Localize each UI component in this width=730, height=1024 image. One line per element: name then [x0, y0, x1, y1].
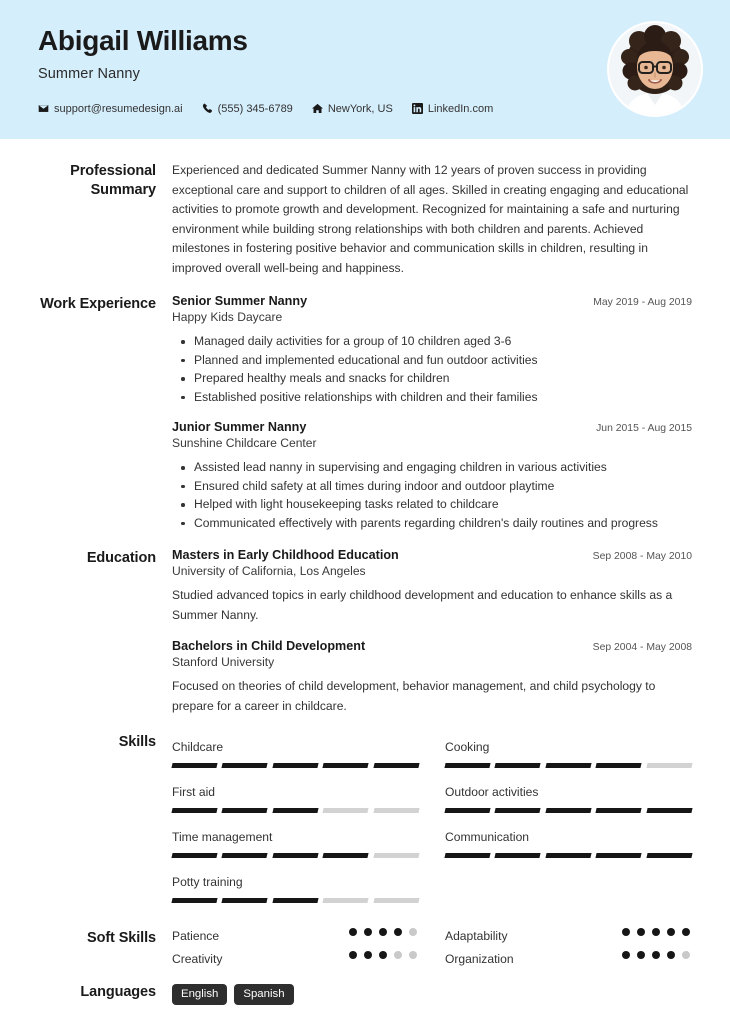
- soft-skill-item: [172, 951, 419, 966]
- degree-description: Focused on theories of child development, behavior management, and child psychology to prepare for a career in childcare.: [172, 679, 656, 713]
- rating-dot: [394, 928, 402, 936]
- skill-segment: [171, 808, 218, 813]
- skill-item: [172, 732, 419, 777]
- skill-item: [172, 777, 419, 822]
- job-title: Senior Summer Nanny: [172, 294, 308, 309]
- skill-item: [445, 822, 692, 867]
- soft-skill-name: Adaptability: [445, 928, 508, 943]
- skill-name: First aid: [172, 784, 216, 799]
- section-professional-summary: [38, 161, 692, 278]
- experience-entry: [172, 420, 692, 532]
- skill-segment: [272, 898, 319, 903]
- skill-segment: [444, 853, 491, 858]
- rating-dot: [667, 951, 675, 959]
- skill-segment: [545, 808, 592, 813]
- skill-segment: [323, 898, 370, 903]
- job-bullet: Helped with light housekeeping tasks related to childcare: [172, 495, 692, 514]
- job-title: Junior Summer Nanny: [172, 420, 307, 435]
- skill-item: [172, 822, 419, 867]
- skill-segment: [373, 808, 420, 813]
- soft-skill-item: [445, 928, 692, 943]
- rating-dot: [682, 928, 690, 936]
- candidate-name: Abigail Williams: [38, 25, 248, 56]
- rating-dot: [364, 951, 372, 959]
- section-languages: [38, 982, 692, 1005]
- skill-item: [172, 867, 419, 912]
- rating-dot: [667, 928, 675, 936]
- skill-segment: [646, 853, 693, 858]
- skill-level-bar: [445, 763, 692, 768]
- skill-segment: [444, 763, 491, 768]
- skill-segment: [373, 763, 420, 768]
- job-employer: Sunshine Childcare Center: [172, 436, 317, 451]
- skill-name: Outdoor activities: [445, 784, 539, 799]
- section-heading-languages: Languages: [80, 983, 156, 1000]
- contact-location[interactable]: [312, 103, 393, 115]
- entry-header: [172, 420, 692, 434]
- job-bullet: Prepared healthy meals and snacks for children: [172, 369, 692, 388]
- skill-segment: [171, 898, 218, 903]
- skill-segment: [373, 853, 420, 858]
- soft-skill-item: [445, 951, 692, 966]
- soft-skill-rating: [349, 928, 419, 936]
- language-pill: English: [172, 984, 227, 1005]
- section-heading-soft-skills: Soft Skills: [87, 929, 156, 946]
- degree-title: Bachelors in Child Development: [172, 639, 366, 654]
- rating-dot: [349, 928, 357, 936]
- language-list: [172, 982, 692, 1005]
- skill-segment: [545, 853, 592, 858]
- skill-level-bar: [172, 763, 419, 768]
- entry-header: [172, 639, 692, 653]
- skill-segment: [323, 853, 370, 858]
- job-bullet: Communicated effectively with parents regarding children's daily routines and progress: [172, 514, 692, 533]
- education-body: [172, 548, 692, 715]
- job-bullet: Assisted lead nanny in supervising and engaging children in various activities: [172, 458, 692, 477]
- skill-segment: [545, 763, 592, 768]
- soft-skill-name: Creativity: [172, 951, 223, 966]
- rating-dot: [652, 928, 660, 936]
- skill-segment: [222, 853, 269, 858]
- job-employer: Happy Kids Daycare: [172, 310, 283, 325]
- education-entry: [172, 639, 692, 716]
- summary-body: [172, 161, 692, 278]
- candidate-job-title: Summer Nanny: [38, 65, 140, 82]
- section-work-experience: [38, 294, 692, 532]
- school-name: University of California, Los Angeles: [172, 564, 366, 579]
- degree-date: Sep 2008 - May 2010: [592, 551, 692, 563]
- rating-dot: [652, 951, 660, 959]
- skill-level-bar: [445, 808, 692, 813]
- skill-segment: [373, 898, 420, 903]
- section-heading-experience: Work Experience: [40, 296, 156, 313]
- contact-phone[interactable]: [202, 103, 293, 115]
- skill-segment: [323, 808, 370, 813]
- skill-segment: [222, 808, 269, 813]
- envelope-icon: [38, 103, 49, 114]
- degree-description: Studied advanced topics in early childhood development and education to enhance skills as a Summer Nanny.: [172, 588, 673, 622]
- rating-dot: [349, 951, 357, 959]
- job-bullet: Managed daily activities for a group of 10 children aged 3-6: [172, 332, 692, 351]
- rating-dot: [682, 951, 690, 959]
- skill-item: [445, 777, 692, 822]
- degree-title: Masters in Early Childhood Education: [172, 548, 399, 563]
- skill-segment: [495, 808, 542, 813]
- skill-segment: [323, 763, 370, 768]
- rating-dot: [637, 928, 645, 936]
- skills-grid: [172, 732, 692, 912]
- skill-segment: [495, 853, 542, 858]
- rating-dot: [637, 951, 645, 959]
- contact-row: [38, 103, 700, 115]
- education-entry: [172, 548, 692, 625]
- experience-entry: [172, 294, 692, 406]
- skill-level-bar: [172, 853, 419, 858]
- degree-date: Sep 2004 - May 2008: [592, 642, 692, 654]
- rating-dot: [409, 951, 417, 959]
- section-skills: [38, 732, 692, 912]
- skill-segment: [495, 763, 542, 768]
- contact-location-text: NewYork, US: [327, 102, 393, 115]
- skill-segment: [596, 808, 643, 813]
- rating-dot: [409, 928, 417, 936]
- section-heading-education: Education: [86, 550, 156, 567]
- linkedin-icon: [412, 103, 423, 114]
- skill-level-bar: [172, 898, 419, 903]
- skill-level-bar: [172, 808, 419, 813]
- contact-phone-text: (555) 345-6789: [217, 102, 293, 115]
- soft-skill-name: Organization: [445, 951, 514, 966]
- skill-segment: [171, 853, 218, 858]
- rating-dot: [622, 951, 630, 959]
- section-education: [38, 548, 692, 715]
- job-date: May 2019 - Aug 2019: [593, 297, 692, 309]
- rating-dot: [379, 928, 387, 936]
- skill-segment: [596, 763, 643, 768]
- section-heading-summary: Professional Summary: [70, 163, 156, 198]
- rating-dot: [394, 951, 402, 959]
- skill-name: Communication: [445, 829, 530, 844]
- soft-skills-grid: [172, 928, 692, 966]
- skill-level-bar: [445, 853, 692, 858]
- section-soft-skills: [38, 928, 692, 966]
- rating-dot: [622, 928, 630, 936]
- job-bullet: Planned and implemented educational and fun outdoor activities: [172, 351, 692, 370]
- skill-name: Cooking: [445, 739, 490, 754]
- skill-segment: [444, 808, 491, 813]
- skill-segment: [272, 763, 319, 768]
- language-pill: Spanish: [234, 984, 293, 1005]
- contact-linkedin[interactable]: [412, 103, 493, 115]
- contact-email-text: support@resumedesign.ai: [54, 102, 183, 115]
- soft-skill-rating: [622, 951, 692, 959]
- skill-segment: [596, 853, 643, 858]
- skill-item: [445, 732, 692, 777]
- contact-email[interactable]: [38, 103, 183, 115]
- skill-segment: [171, 763, 218, 768]
- skill-segment: [272, 853, 319, 858]
- job-bullets: [172, 332, 692, 406]
- job-bullet: Ensured child safety at all times during indoor and outdoor playtime: [172, 477, 692, 496]
- skill-segment: [272, 808, 319, 813]
- resume-body: [0, 139, 730, 1005]
- soft-skill-rating: [622, 928, 692, 936]
- rating-dot: [379, 951, 387, 959]
- entry-header: [172, 294, 692, 308]
- skill-name: Potty training: [172, 874, 243, 889]
- skill-segment: [222, 763, 269, 768]
- skill-name: Childcare: [172, 739, 224, 754]
- soft-skill-item: [172, 928, 419, 943]
- rating-dot: [364, 928, 372, 936]
- skill-segment: [646, 763, 693, 768]
- job-bullets: [172, 458, 692, 532]
- job-bullet: Established positive relationships with children and their families: [172, 388, 692, 407]
- soft-skill-rating: [349, 951, 419, 959]
- summary-text: Experienced and dedicated Summer Nanny with 12 years of proven success in providing exceptional care and support to children of all ages. Skilled in creating engaging and educational activities to promote growth and development. Recognized for maintaining a safe and nurturing environment while building strong relationships with both children and parents. Achieved milestones in fostering positive behavior and communication skills in children, resulting in improved overall well-being and happiness.: [172, 163, 689, 275]
- resume-header: [0, 0, 730, 139]
- school-name: Stanford University: [172, 655, 275, 670]
- section-heading-skills: Skills: [118, 733, 156, 750]
- skill-segment: [646, 808, 693, 813]
- soft-skill-name: Patience: [172, 928, 220, 943]
- home-icon: [312, 103, 323, 114]
- entry-header: [172, 548, 692, 562]
- avatar: [607, 21, 703, 117]
- job-date: Jun 2015 - Aug 2015: [596, 423, 692, 435]
- experience-body: [172, 294, 692, 532]
- contact-linkedin-text: LinkedIn.com: [427, 102, 494, 115]
- skill-segment: [222, 898, 269, 903]
- skill-name: Time management: [172, 829, 273, 844]
- phone-icon: [202, 103, 213, 114]
